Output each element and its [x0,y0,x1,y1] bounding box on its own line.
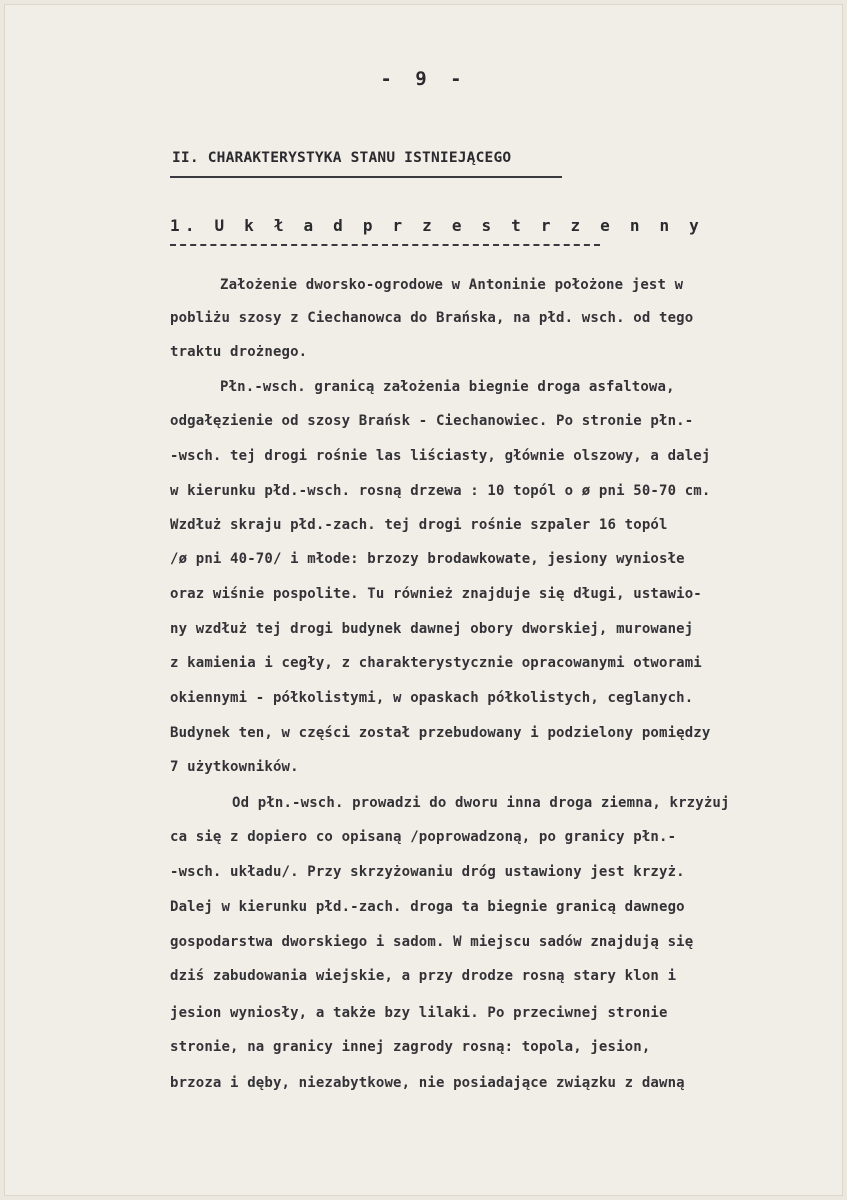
section-heading: 1. U k ł a d p r z e s t r z e n n y [170,216,704,235]
text-line: odgałęzienie od szosy Brańsk - Ciechanowiec. Po stronie płn.- [170,413,694,429]
chapter-heading-underline [170,176,562,178]
text-line: dziś zabudowania wiejskie, a przy drodze rosną stary klon i [170,968,677,984]
text-line: oraz wiśnie pospolite. Tu również znajduje się długi, ustawio- [170,586,702,602]
text-line: -wsch. tej drogi rośnie las liściasty, głównie olszowy, a dalej [170,448,711,464]
text-line: Budynek ten, w części został przebudowany i podzielony pomiędzy [170,725,711,741]
text-line: okiennymi - półkolistymi, w opaskach półkolistych, ceglanych. [170,690,694,706]
text-line: pobliżu szosy z Ciechanowca do Brańska, na płd. wsch. od tego [170,310,694,326]
text-line: w kierunku płd.-wsch. rosną drzewa : 10 topól o ø pni 50-70 cm. [170,483,711,499]
text-line: ny wzdłuż tej drogi budynek dawnej obory dworskiej, murowanej [170,621,694,637]
text-line: 7 użytkowników. [170,759,299,775]
text-line: Założenie dworsko-ogrodowe w Antoninie położone jest w [220,277,684,293]
text-line: z kamienia i cegły, z charakterystycznie opracowanymi otworami [170,655,702,671]
text-line: traktu drożnego. [170,344,308,360]
page-number: - 9 - [380,68,468,90]
text-line: jesion wyniosły, a także bzy lilaki. Po przeciwnej stronie [170,1005,668,1021]
text-line: stronie, na granicy innej zagrody rosną: topola, jesion, [170,1039,651,1055]
text-line: Od płn.-wsch. prowadzi do dworu inna droga ziemna, krzyżuj [232,795,730,811]
text-line: /ø pni 40-70/ i młode: brzozy brodawkowate, jesiony wyniosłe [170,551,685,567]
text-line: Płn.-wsch. granicą założenia biegnie droga asfaltowa, [220,379,675,395]
text-line: ca się z dopiero co opisaną /poprowadzoną, po granicy płn.- [170,829,677,845]
document-page [4,4,843,1196]
text-line: Dalej w kierunku płd.-zach. droga ta biegnie granicą dawnego [170,899,685,915]
text-line: Wzdłuż skraju płd.-zach. tej drogi rośnie szpaler 16 topól [170,517,668,533]
text-line: gospodarstwa dworskiego i sadom. W miejscu sadów znajdują się [170,934,694,950]
section-heading-underline [170,244,600,246]
chapter-heading: II. CHARAKTERYSTYKA STANU ISTNIEJĄCEGO [172,150,512,166]
text-line: -wsch. układu/. Przy skrzyżowaniu dróg ustawiony jest krzyż. [170,864,685,880]
text-line: brzoza i dęby, niezabytkowe, nie posiadające związku z dawną [170,1075,685,1091]
